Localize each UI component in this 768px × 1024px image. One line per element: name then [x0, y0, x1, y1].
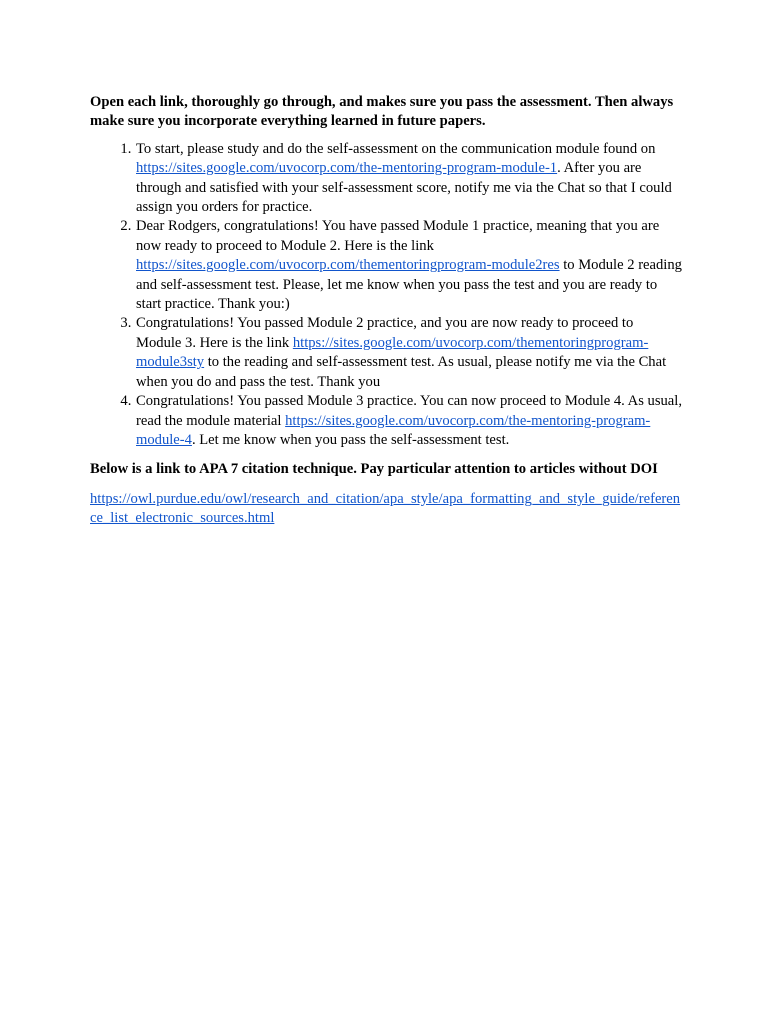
- step-text-after: . Let me know when you pass the self-assessment test.: [191, 431, 510, 448]
- step-text-before: Congratulations! You passed Module 3 practice. You can now proceed to Module 4. As usual, read the module material: [136, 393, 682, 429]
- module-1-link[interactable]: https://sites.google.com/uvocorp.com/the-mentoring-program-module-1: [136, 160, 558, 177]
- list-item: [135, 140, 682, 218]
- module-steps-list: [90, 140, 682, 451]
- module-2-link[interactable]: https://sites.google.com/uvocorp.com/thementoringprogram-module2res: [136, 257, 560, 274]
- list-item: [135, 217, 682, 314]
- step-text-after: to Module 2 reading and self-assessment test. Please, let me know when you pass the test and you are ready to start practice. Thank you:): [136, 257, 682, 313]
- step-text-before: Congratulations! You passed Module 2 practice, and you are now ready to proceed to Module 3. Here is the link: [136, 315, 634, 351]
- module-4-link[interactable]: https://sites.google.com/uvocorp.com/the-mentoring-program-module-4: [136, 412, 651, 448]
- list-item: [135, 392, 682, 450]
- intro-paragraph: Open each link, thoroughly go through, and makes sure you pass the assessment. Then always make sure you incorporate everything learned in future papers.: [90, 94, 674, 130]
- apa-heading: Below is a link to APA 7 citation technique. Pay particular attention to articles without DOI: [90, 461, 658, 478]
- step-text-before: To start, please study and do the self-assessment on the communication module found on: [136, 140, 656, 157]
- list-item: [135, 314, 682, 392]
- apa-purdue-owl-link[interactable]: https://owl.purdue.edu/owl/research_and_citation/apa_style/apa_formatting_and_style_guide/reference_list_electronic_sources.html: [90, 490, 681, 527]
- step-text-before: Dear Rodgers, congratulations! You have passed Module 1 practice, meaning that you are now ready to proceed to Module 2. Here is the link: [136, 218, 660, 254]
- step-text-after: . After you are through and satisfied with your self-assessment score, notify me via the Chat so that I could assign you orders for practice.: [136, 160, 672, 216]
- document-page: [90, 93, 682, 529]
- apa-link-paragraph: [90, 490, 682, 529]
- step-text-after: to the reading and self-assessment test. As usual, please notify me via the Chat when you do and pass the test. Thank you: [136, 354, 667, 390]
- module-3-link[interactable]: https://sites.google.com/uvocorp.com/thementoringprogram-module3sty: [136, 334, 649, 371]
